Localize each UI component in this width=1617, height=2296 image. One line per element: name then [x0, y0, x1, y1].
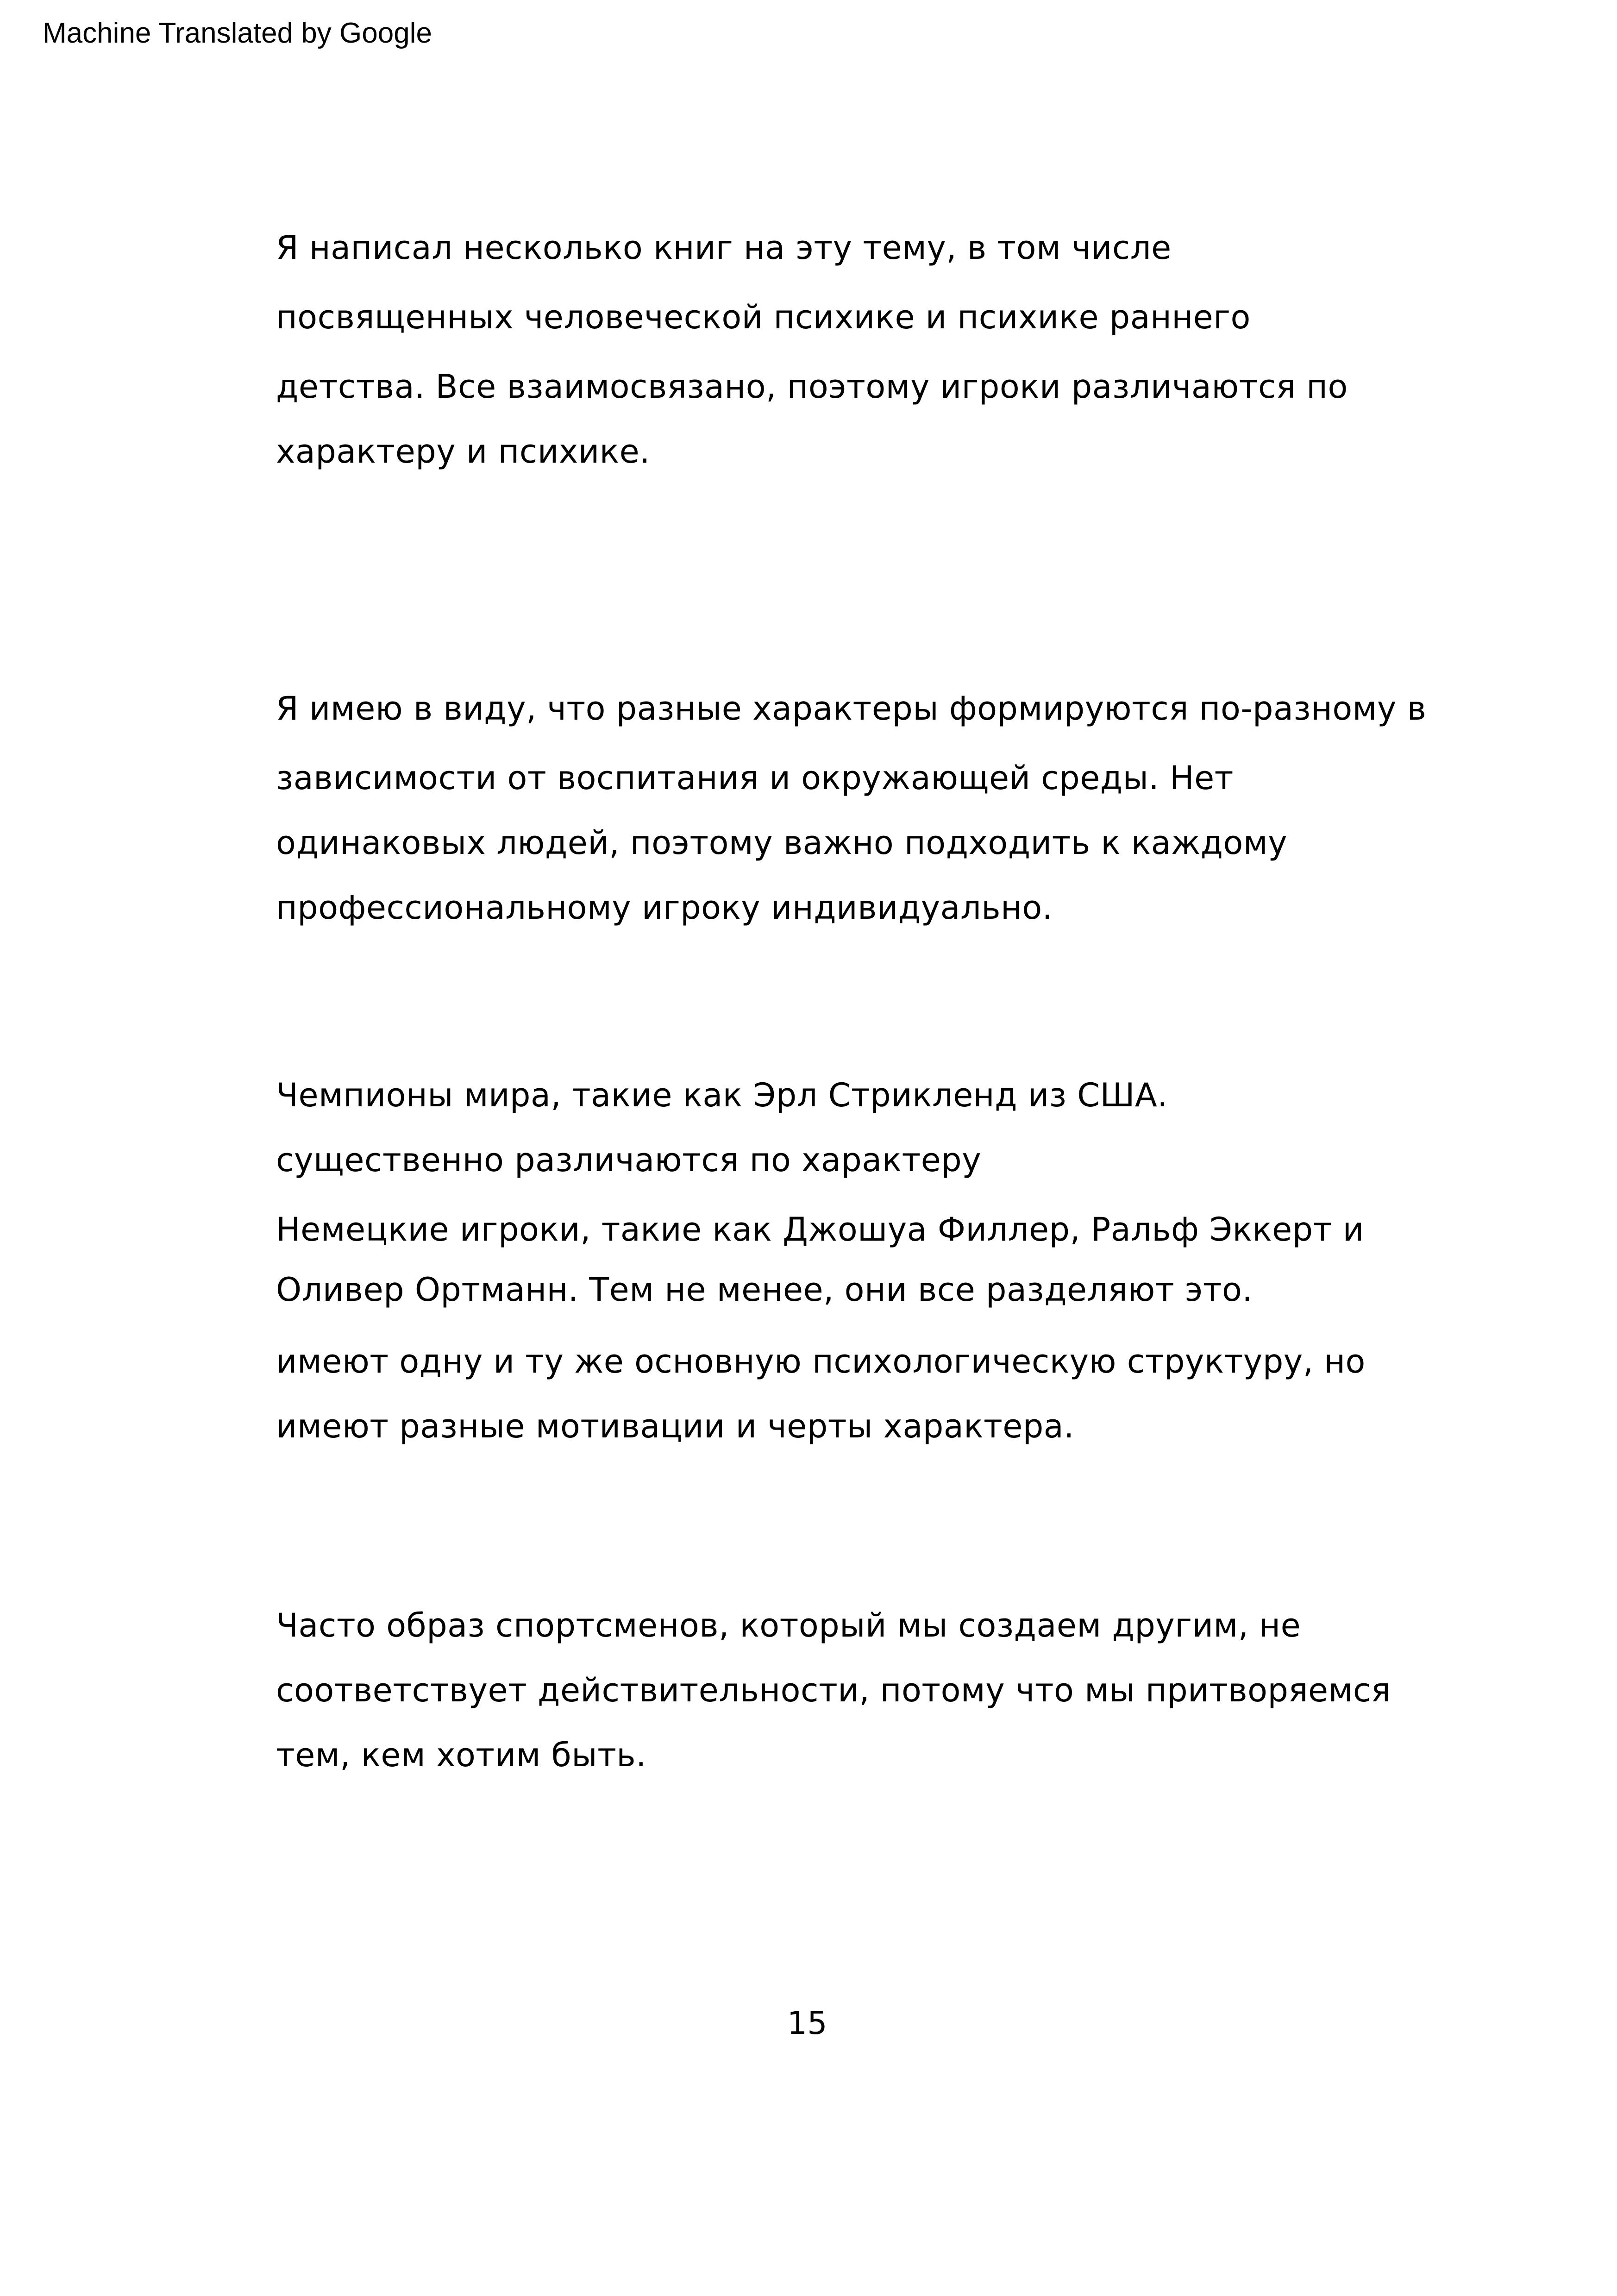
paragraph-line: соответствует действительности, потому что мы притворяемся	[276, 1671, 1391, 1709]
paragraph-line: имеют разные мотивации и черты характера.	[276, 1407, 1074, 1445]
paragraph-line: зависимости от воспитания и окружающей среды. Нет	[276, 759, 1234, 797]
paragraph-line: имеют одну и ту же основную психологическую структуру, но	[276, 1342, 1366, 1380]
paragraph-line: одинаковых людей, поэтому важно подходить к каждому	[276, 824, 1288, 862]
paragraph-line: Я имею в виду, что разные характеры формируются по-разному в	[276, 690, 1427, 728]
paragraph-line: Оливер Ортманн. Тем не менее, они все разделяют это.	[276, 1271, 1253, 1309]
paragraph-line: детства. Все взаимосвязано, поэтому игроки различаются по	[276, 368, 1348, 406]
paragraph-line: существенно различаются по характеру	[276, 1141, 982, 1179]
paragraph-line: Немецкие игроки, такие как Джошуа Филлер, Ральф Эккерт и	[276, 1211, 1364, 1248]
translation-notice: Machine Translated by Google	[43, 17, 432, 49]
paragraph-line: тем, кем хотим быть.	[276, 1736, 646, 1774]
paragraph-line: посвященных человеческой психике и психике раннего	[276, 298, 1251, 336]
page-number: 15	[787, 2005, 827, 2042]
paragraph-line: характеру и психике.	[276, 433, 650, 470]
paragraph-line: Я написал несколько книг на эту тему, в том числе	[276, 229, 1172, 267]
paragraph-line: профессиональному игроку индивидуально.	[276, 889, 1053, 927]
paragraph-line: Чемпионы мира, такие как Эрл Стрикленд из США.	[276, 1076, 1168, 1114]
paragraph-line: Часто образ спортсменов, который мы создаем другим, не	[276, 1606, 1301, 1644]
